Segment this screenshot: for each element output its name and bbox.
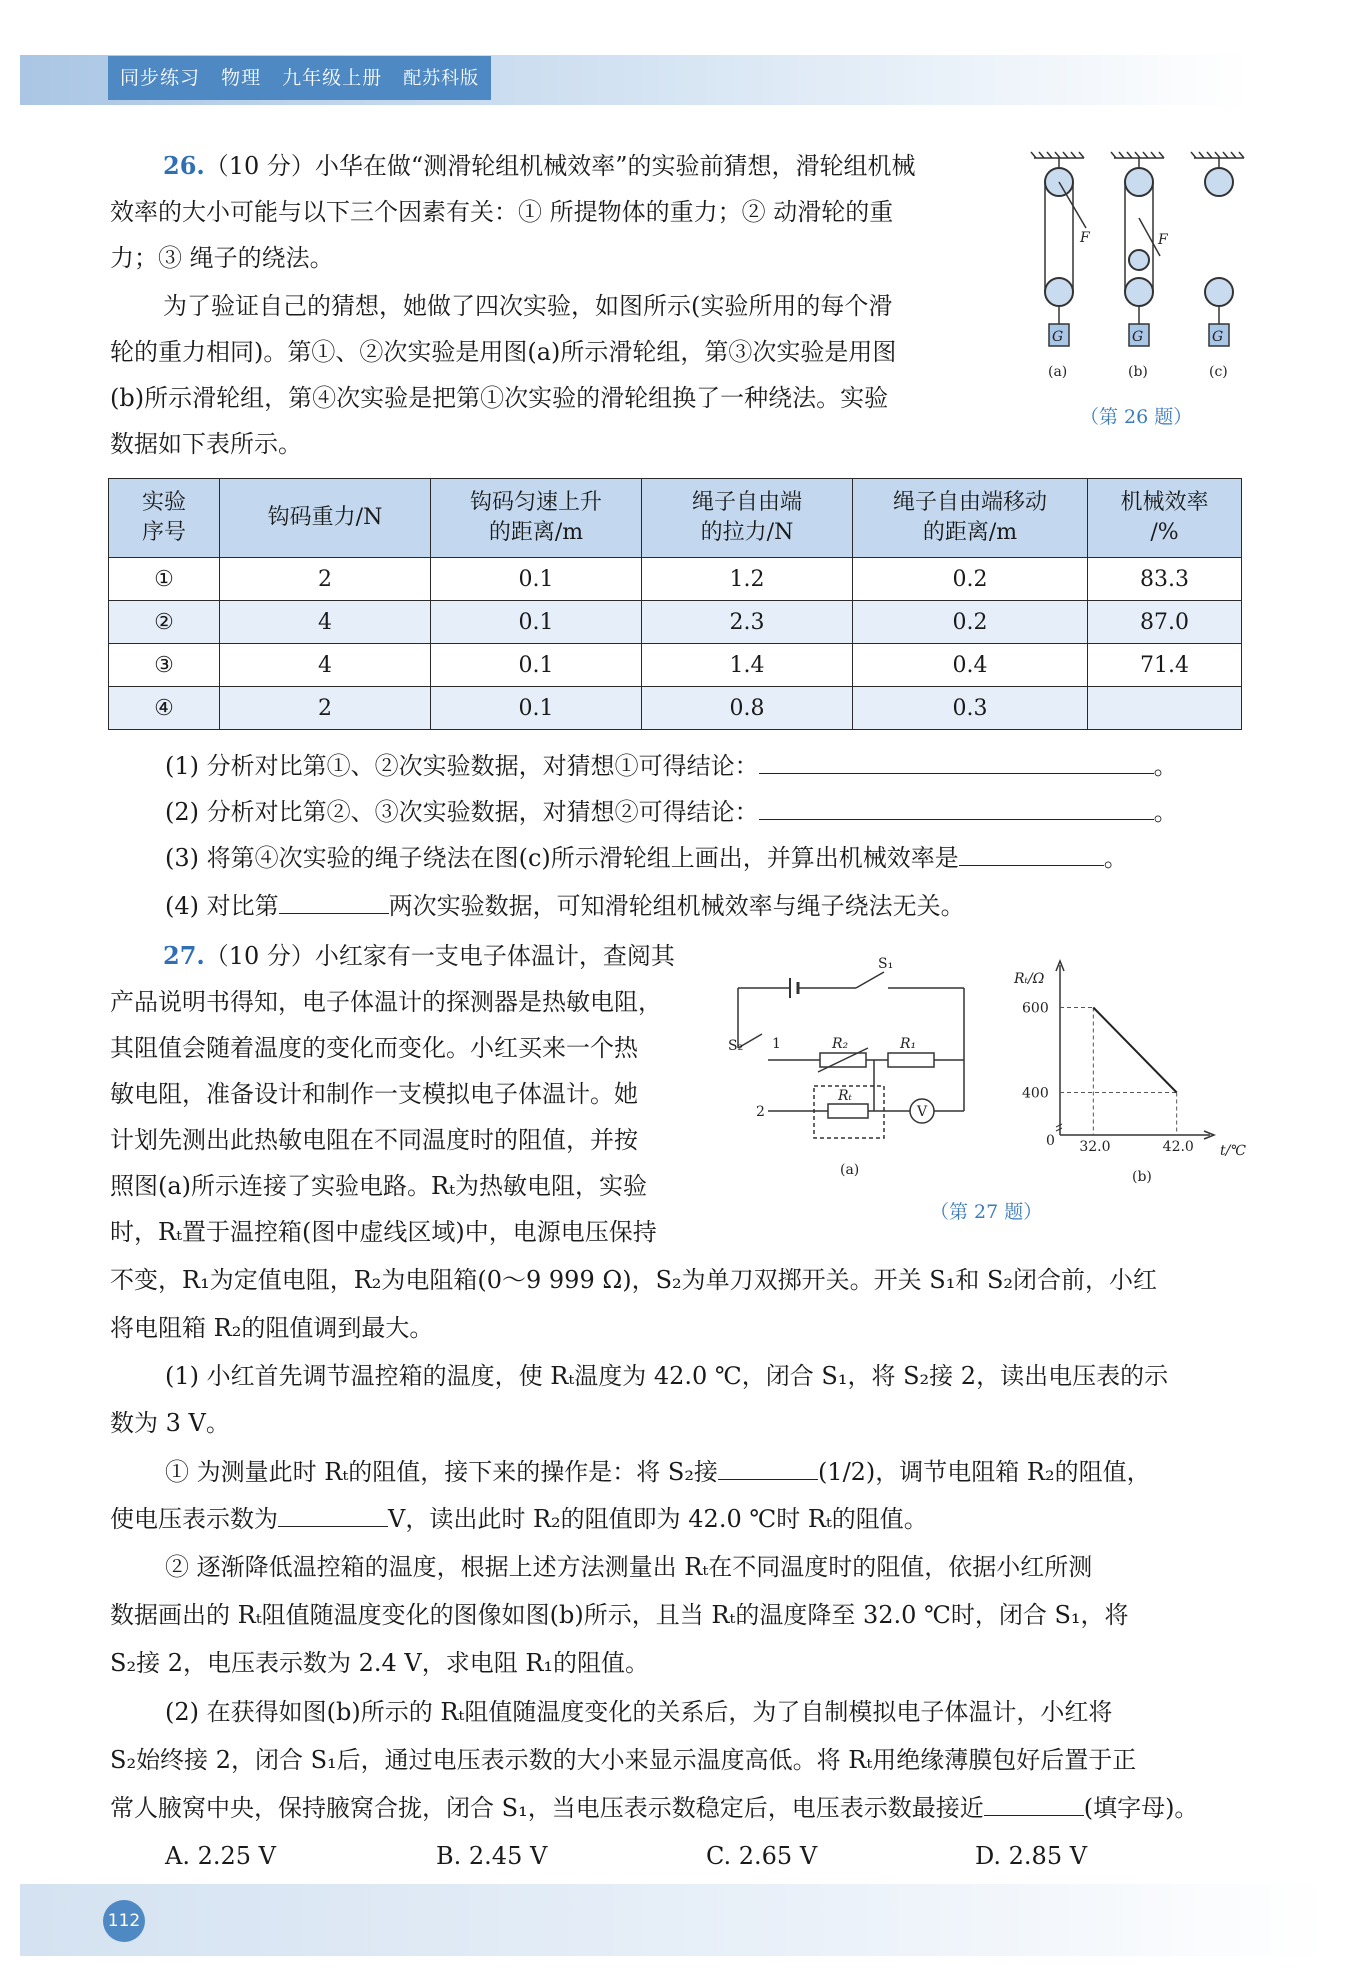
q27-p3b: 数据画出的 Rₜ阻值随温度变化的图像如图(b)所示，且当 Rₜ的温度降至 32.0 ℃时，闭合 S₁，将 [110, 1601, 1129, 1629]
option-c[interactable]: C. 2.65 V [706, 1842, 818, 1870]
q27-p3c: S₂接 2，电压表示数为 2.4 V，求电阻 R₁的阻值。 [110, 1649, 650, 1677]
q27-p1a: (1) 小红首先调节温控箱的温度，使 Rₜ温度为 42.0 ℃，闭合 S₁，将 S₂接 2，读出电压表的示 [165, 1362, 1169, 1390]
q27-line6: 照图(a)所示连接了实验电路。Rₜ为热敏电阻，实验 [110, 1172, 648, 1200]
weight-label-a: G [1052, 329, 1064, 345]
weight-label-c: G [1212, 329, 1224, 345]
q26-line2: 效率的大小可能与以下三个因素有关：① 所提物体的重力；② 动滑轮的重 [110, 198, 894, 226]
q27-p2a: ① 为测量此时 Rₜ的阻值，接下来的操作是：将 S₂接 (1/2)，调节电阻箱 R₂的阻值， [165, 1449, 1151, 1495]
pulley-label-a: (a) [1048, 364, 1068, 380]
terminal-1: 1 [772, 1036, 781, 1052]
q26-number: 26. [163, 151, 205, 180]
col-header: 实验 序号 [109, 479, 220, 558]
header-label [108, 56, 491, 100]
graph-label: (b) [1132, 1169, 1152, 1185]
rt-label: Rₜ [838, 1088, 852, 1104]
pulley-label-c: (c) [1209, 364, 1228, 380]
graph-xlabel: t/℃ [1220, 1143, 1247, 1159]
q27-line3: 其阻值会随着温度的变化而变化。小红买来一个热 [110, 1034, 638, 1062]
answer-blank[interactable] [959, 841, 1104, 866]
q27-line7: 时，Rₜ置于温控箱(图中虚线区域)中，电源电压保持 [110, 1218, 657, 1246]
col-header: 机械效率 /% [1088, 479, 1242, 558]
pulley-figure [1020, 148, 1260, 388]
option-b[interactable]: B. 2.45 V [436, 1842, 548, 1870]
voltmeter-label: V [917, 1104, 928, 1120]
header-grade: 九年级上册 [282, 67, 383, 89]
s1-label: S₁ [878, 956, 894, 972]
answer-blank[interactable] [278, 1502, 388, 1527]
graph-ylabel: Rₜ/Ω [1014, 971, 1045, 987]
page-number: 112 [103, 1900, 145, 1942]
terminal-2: 2 [756, 1104, 765, 1120]
answer-blank[interactable] [759, 795, 1154, 820]
r2-label: R₂ [832, 1036, 849, 1052]
q26-line3: 力；③ 绳子的绕法。 [110, 244, 334, 272]
q26-line6: (b)所示滑轮组，第④次实验是把第①次实验的滑轮组换了一种绕法。实验 [110, 384, 889, 412]
q27-p4c: 常人腋窝中央，保持腋窝合拢，闭合 S₁，当电压表示数稳定后，电压表示数最接近 (填字母)。 [110, 1785, 1198, 1831]
footer-band [20, 1884, 1330, 1956]
q26-line1: 26.（10 分）小华在做“测滑轮组机械效率”的实验前猜想，滑轮组机械 [163, 151, 916, 180]
q26-line7: 数据如下表所示。 [110, 430, 302, 458]
q26-sub4: (4) 对比第 两次实验数据，可知滑轮组机械效率与绳子绕法无关。 [165, 883, 965, 929]
col-header: 绳子自由端移动 的距离/m [853, 479, 1088, 558]
q27-line5: 计划先测出此热敏电阻在不同温度时的阻值，并按 [110, 1126, 638, 1154]
experiment-table [108, 478, 1242, 730]
table-header-row [109, 479, 1242, 558]
y-tick-label: 400 [1022, 1085, 1049, 1102]
table-row: ② 4 0.1 2.3 0.2 87.0 [109, 601, 1242, 644]
s2-label: S₂ [728, 1038, 744, 1054]
q27-line4: 敏电阻，准备设计和制作一支模拟电子体温计。她 [110, 1080, 638, 1108]
force-label-b: F [1158, 232, 1168, 248]
figure-caption-27: （第 27 题） [930, 1201, 1043, 1223]
col-header: 绳子自由端 的拉力/N [642, 479, 853, 558]
col-header: 钩码重力/N [220, 479, 431, 558]
x-tick-label: 42.0 [1162, 1139, 1194, 1155]
q27-p3a: ② 逐渐降低温控箱的温度，根据上述方法测量出 Rₜ在不同温度时的阻值，依据小红所测 [165, 1553, 1093, 1581]
table-row: ① 2 0.1 1.2 0.2 83.3 [109, 558, 1242, 601]
col-header: 钩码匀速上升 的距离/m [431, 479, 642, 558]
graph-origin: 0 [1046, 1133, 1055, 1149]
answer-blank[interactable] [279, 889, 389, 914]
q27-p4b: S₂始终接 2，闭合 S₁后，通过电压表示数的大小来显示温度高低。将 Rₜ用绝缘薄膜包好后置于正 [110, 1746, 1137, 1774]
option-a[interactable]: A. 2.25 V [165, 1842, 276, 1870]
pulley-label-b: (b) [1128, 364, 1148, 380]
q27-p2b: 使电压表示数为 V，读出此时 R₂的阻值即为 42.0 ℃时 Rₜ的阻值。 [110, 1496, 928, 1542]
circuit-diagram [728, 948, 978, 1188]
q27-p4a: (2) 在获得如图(b)所示的 Rₜ阻值随温度变化的关系后，为了自制模拟电子体温计，小红将 [165, 1698, 1113, 1726]
r1-label: R₁ [900, 1036, 917, 1052]
q27-line1: 27.（10 分）小红家有一支电子体温计，查阅其 [163, 941, 675, 970]
answer-blank[interactable] [984, 1791, 1084, 1816]
axis-break-mark [1056, 1124, 1062, 1131]
resistance-graph [1000, 955, 1250, 1190]
weight-label-b: G [1132, 329, 1144, 345]
y-tick-label: 600 [1022, 1000, 1049, 1017]
q26-sub1: (1) 分析对比第①、②次实验数据，对猜想①可得结论： 。 [165, 743, 1178, 789]
q26-line4: 为了验证自己的猜想，她做了四次实验，如图所示(实验所用的每个滑 [163, 292, 893, 320]
figure-caption-26: （第 26 题） [1080, 406, 1193, 428]
x-tick-label: 32.0 [1079, 1139, 1111, 1155]
q27-line9: 将电阻箱 R₂的阻值调到最大。 [110, 1314, 434, 1342]
answer-blank[interactable] [759, 749, 1154, 774]
q26-sub3: (3) 将第④次实验的绳子绕法在图(c)所示滑轮组上画出，并算出机械效率是 。 [165, 835, 1128, 881]
header-edition: 配苏科版 [403, 68, 480, 89]
option-d[interactable]: D. 2.85 V [975, 1842, 1088, 1870]
q26-sub2: (2) 分析对比第②、③次实验数据，对猜想②可得结论： 。 [165, 789, 1178, 835]
q27-p1b: 数为 3 V。 [110, 1409, 230, 1437]
table-row: ③ 4 0.1 1.4 0.4 71.4 [109, 644, 1242, 687]
q27-line2: 产品说明书得知，电子体温计的探测器是热敏电阻， [110, 988, 662, 1016]
force-label-a: F [1080, 230, 1090, 246]
q26-line5: 轮的重力相同)。第①、②次实验是用图(a)所示滑轮组，第③次实验是用图 [110, 338, 897, 366]
header-subject: 物理 [221, 67, 262, 89]
q27-line8: 不变，R₁为定值电阻，R₂为电阻箱(0～9 999 Ω)，S₂为单刀双掷开关。开关 S₁和 S₂闭合前，小红 [110, 1266, 1158, 1294]
header-book: 同步练习 [120, 67, 201, 89]
circuit-label: (a) [840, 1162, 860, 1178]
series-line [1093, 1008, 1176, 1093]
answer-blank[interactable] [718, 1455, 818, 1480]
table-row: ④ 2 0.1 0.8 0.3 [109, 687, 1242, 730]
q27-number: 27. [163, 941, 205, 970]
